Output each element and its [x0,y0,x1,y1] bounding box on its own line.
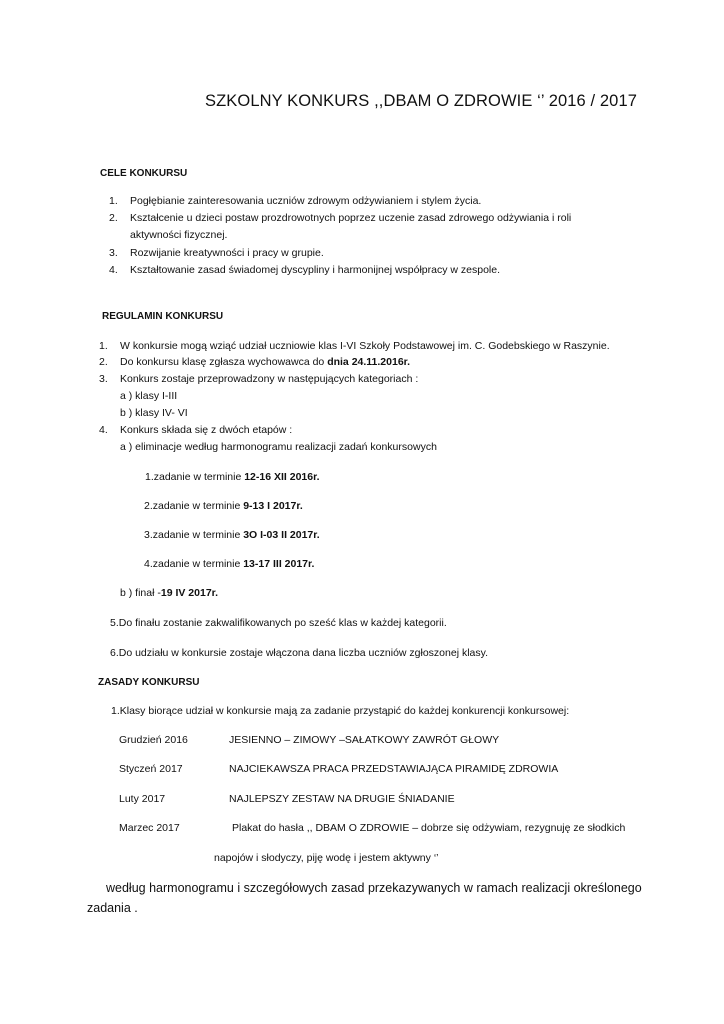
task-text: 3.zadanie w terminie [144,529,244,541]
schedule-month: Marzec 2017 [119,822,180,834]
schedule-task: NAJCIEKAWSZA PRACA PRZEDSTAWIAJĄCA PIRAMIDĘ ZDROWIA [229,763,559,775]
list-number: 1. [99,340,108,352]
list-number: 3. [99,373,108,385]
list-number: 1. [109,195,118,207]
list-number: 3. [109,247,118,259]
list-item: 6.Do udziału w konkursie zostaje włączona dana liczba uczniów zgłoszonej klasy. [110,647,488,659]
list-item [120,356,410,369]
section-heading-cele: CELE KONKURSU [100,168,188,179]
list-number: 2. [99,356,108,368]
list-item: Kształtowanie zasad świadomej dyscypliny i harmonijnej współpracy w zespole. [130,264,501,276]
list-item: Kształcenie u dzieci postaw prozdrowotnych poprzez uczenie zasad zdrowego odżywiania i roli [130,212,572,224]
task-line [144,558,314,571]
list-item: Pogłębianie zainteresowania uczniów zdrowym odżywianiem i stylem życia. [130,195,482,207]
list-item: Rozwijanie kreatywności i pracy w grupie. [130,247,324,259]
task-line [144,529,320,542]
list-item: Konkurs zostaje przeprowadzony w następujących kategoriach : [120,373,419,385]
category-b: b ) klasy IV- VI [120,407,188,419]
final-date: 19 IV 2017r. [160,587,219,599]
task-text: 1.zadanie w terminie [145,471,245,483]
task-date: 12-16 XII 2016r. [244,471,320,483]
schedule-task: Plakat do hasła ,, DBAM O ZDROWIE – dobrze się odżywiam, rezygnuję ze słodkich [232,822,626,834]
task-line [144,500,303,513]
task-date: 9-13 I 2017r. [243,500,303,512]
schedule-month: Luty 2017 [119,793,166,805]
schedule-month: Styczeń 2017 [119,763,183,775]
section-heading-zasady: ZASADY KONKURSU [98,677,200,688]
schedule-month: Grudzień 2016 [119,734,188,746]
task-text: 2.zadanie w terminie [144,500,244,512]
category-a: a ) klasy I-III [120,390,178,402]
task-text: 4.zadanie w terminie [144,558,244,570]
final-line [120,587,218,600]
closing-text: według harmonogramu i szczegółowych zasad przekazywanych w ramach realizacji określonego [106,881,642,895]
schedule-task-continuation: napojów i słodyczy, piję wodę i jestem aktywny ‘’ [214,852,439,864]
closing-text-continuation: zadania . [87,901,138,915]
final-text: b ) finał - [120,587,161,599]
task-date: 13-17 III 2017r. [243,558,315,570]
list-item: 5.Do finału zostanie zakwalifikowanych po sześć klas w każdej kategorii. [110,617,447,629]
list-item: Konkurs składa się z dwóch etapów : [120,424,293,436]
list-item-text: Do konkursu klasę zgłasza wychowawca do [120,356,328,368]
list-number: 2. [109,212,118,224]
section-heading-regulamin: REGULAMIN KONKURSU [102,311,224,322]
stage-a: a ) eliminacje według harmonogramu realizacji zadań konkursowych [120,441,437,453]
task-date: 3O I-03 II 2017r. [243,529,320,541]
schedule-task: NAJLEPSZY ZESTAW NA DRUGIE ŚNIADANIE [229,793,455,805]
task-line [145,471,320,484]
document-title: SZKOLNY KONKURS ,,DBAM O ZDROWIE ‘’ 2016 / 2017 [205,92,637,110]
list-number: 4. [109,264,118,276]
list-item: 1.Klasy biorące udział w konkursie mają za zadanie przystąpić do każdej konkurencji konkursowej: [111,705,570,717]
list-item: W konkursie mogą wziąć udział uczniowie klas I-VI Szkoły Podstawowej im. C. Godebskiego w Raszynie. [120,340,610,352]
list-number: 4. [99,424,108,436]
list-item-continuation: aktywności fizycznej. [130,229,228,241]
schedule-task: JESIENNO – ZIMOWY –SAŁATKOWY ZAWRÓT GŁOWY [229,734,500,746]
deadline-date: dnia 24.11.2016r. [327,356,411,368]
